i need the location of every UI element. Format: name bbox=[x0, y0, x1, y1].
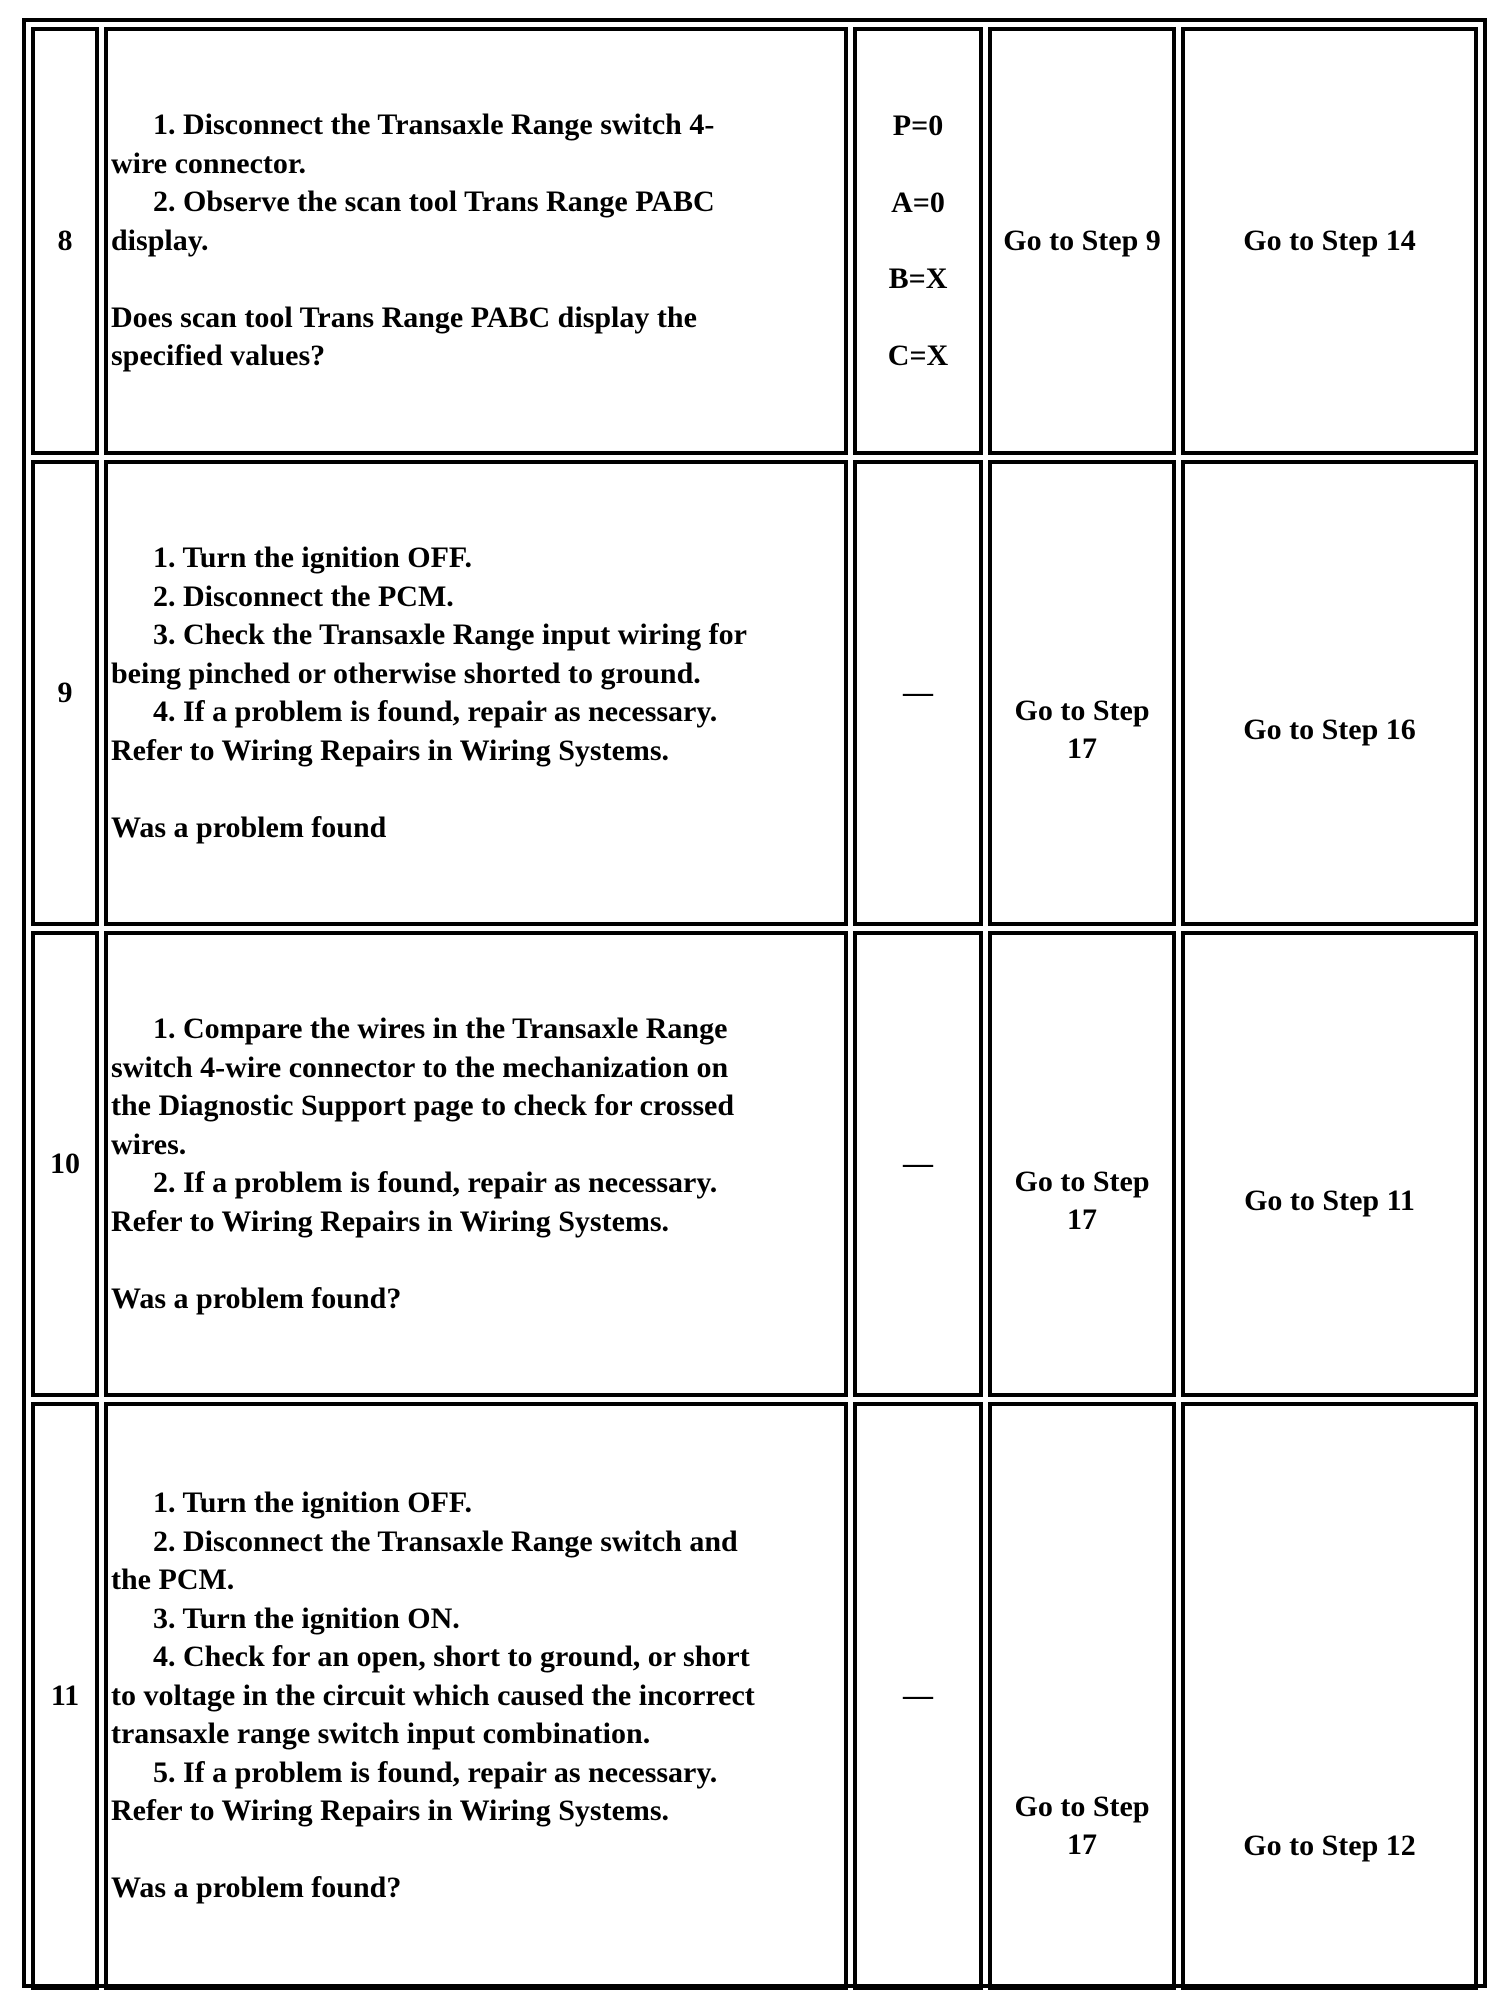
value-c: C=X bbox=[887, 338, 949, 372]
action-line: the Diagnostic Support page to check for crossed bbox=[111, 1089, 735, 1122]
action-question: Was a problem found bbox=[111, 810, 387, 844]
yes-action bbox=[1015, 1788, 1150, 1865]
table-row-step-9 bbox=[31, 460, 1478, 926]
step-number: 9 bbox=[31, 460, 99, 926]
no-action: Go to Step 14 bbox=[1243, 223, 1416, 257]
yes-cell bbox=[988, 931, 1176, 1397]
value-cell bbox=[853, 27, 983, 455]
action-line: wires. bbox=[111, 1127, 187, 1161]
no-cell bbox=[1181, 931, 1478, 1397]
action-line: 4. Check for an open, short to ground, or short bbox=[153, 1640, 750, 1674]
value-cell bbox=[853, 460, 983, 926]
action-line: wire connector. bbox=[111, 146, 306, 180]
action-line: 3. Turn the ignition ON. bbox=[153, 1601, 460, 1635]
action-cell bbox=[104, 27, 848, 455]
procedure-table-frame bbox=[22, 18, 1487, 1988]
value-dash: — bbox=[903, 1146, 933, 1180]
action-line: to voltage in the circuit which caused the incorrect bbox=[111, 1678, 755, 1712]
no-action: Go to Step 11 bbox=[1244, 1183, 1415, 1217]
action-line: transaxle range switch input combination. bbox=[111, 1717, 651, 1751]
action-line: 2. Disconnect the PCM. bbox=[153, 579, 454, 613]
action-question: Was a problem found? bbox=[111, 1871, 402, 1905]
action-line: 1. Disconnect the Transaxle Range switch 4- bbox=[153, 108, 715, 142]
action-line: 1. Compare the wires in the Transaxle Range bbox=[153, 1012, 728, 1045]
value-cell bbox=[853, 1402, 983, 1990]
action-cell bbox=[104, 1402, 848, 1990]
table-row-step-11 bbox=[31, 1402, 1478, 1990]
yes-action-line: Go to Step bbox=[1014, 693, 1150, 727]
action-line: 2. If a problem is found, repair as necessary. bbox=[153, 1166, 718, 1199]
action-blank-line bbox=[111, 260, 844, 299]
yes-action-step: 17 bbox=[1067, 1828, 1097, 1861]
yes-cell bbox=[988, 27, 1176, 455]
yes-cell bbox=[988, 460, 1176, 926]
step-number: 8 bbox=[31, 27, 99, 455]
action-line: Refer to Wiring Repairs in Wiring Systems. bbox=[111, 1794, 670, 1828]
value-a: A=0 bbox=[891, 185, 945, 219]
no-cell bbox=[1181, 27, 1478, 455]
action-cell bbox=[104, 460, 848, 926]
yes-action bbox=[1015, 692, 1150, 769]
value-dash: — bbox=[903, 1678, 933, 1712]
yes-action bbox=[1015, 1163, 1150, 1240]
step-number: 11 bbox=[31, 1402, 99, 1990]
action-line: being pinched or otherwise shorted to ground. bbox=[111, 656, 701, 690]
action-line: 2. Disconnect the Transaxle Range switch and bbox=[153, 1524, 738, 1558]
action-line: 2. Observe the scan tool Trans Range PABC bbox=[153, 185, 715, 219]
no-action: Go to Step 12 bbox=[1243, 1828, 1416, 1862]
no-action: Go to Step 16 bbox=[1243, 712, 1416, 746]
action-blank-line bbox=[111, 1241, 844, 1280]
table-row-step-10 bbox=[31, 931, 1478, 1397]
action-line: the PCM. bbox=[111, 1563, 235, 1597]
action-question: specified values? bbox=[111, 339, 326, 373]
action-line: 3. Check the Transaxle Range input wiring for bbox=[153, 618, 747, 651]
yes-cell bbox=[988, 1402, 1176, 1990]
action-line: 5. If a problem is found, repair as necessary. bbox=[153, 1755, 718, 1789]
action-line: 4. If a problem is found, repair as necessary. bbox=[153, 695, 718, 728]
value-b: B=X bbox=[888, 262, 948, 295]
yes-action-step: 17 bbox=[1067, 1203, 1097, 1236]
action-cell bbox=[104, 931, 848, 1397]
action-line: switch 4-wire connector to the mechanization on bbox=[111, 1050, 729, 1084]
step-number: 10 bbox=[31, 931, 99, 1397]
action-question: Does scan tool Trans Range PABC display the bbox=[111, 300, 697, 334]
action-question: Was a problem found? bbox=[111, 1281, 402, 1315]
action-line: 1. Turn the ignition OFF. bbox=[153, 541, 472, 574]
yes-action-line: Go to Step bbox=[1014, 1789, 1150, 1823]
yes-action-line: Go to Step bbox=[1014, 1164, 1150, 1198]
action-line: display. bbox=[111, 223, 209, 257]
value-cell bbox=[853, 931, 983, 1397]
action-blank-line bbox=[111, 1831, 844, 1870]
yes-action: Go to Step 9 bbox=[1003, 223, 1161, 257]
no-cell bbox=[1181, 1402, 1478, 1990]
action-line: Refer to Wiring Repairs in Wiring Systems. bbox=[111, 733, 670, 767]
table-row-step-8 bbox=[31, 27, 1478, 455]
no-cell bbox=[1181, 460, 1478, 926]
value-dash: — bbox=[903, 675, 933, 709]
yes-action-step: 17 bbox=[1067, 732, 1097, 765]
action-line: 1. Turn the ignition OFF. bbox=[153, 1486, 472, 1520]
diagnostic-table bbox=[26, 22, 1483, 1995]
action-line: Refer to Wiring Repairs in Wiring Systems. bbox=[111, 1204, 670, 1238]
value-p: P=0 bbox=[892, 109, 944, 142]
action-blank-line bbox=[111, 770, 844, 809]
